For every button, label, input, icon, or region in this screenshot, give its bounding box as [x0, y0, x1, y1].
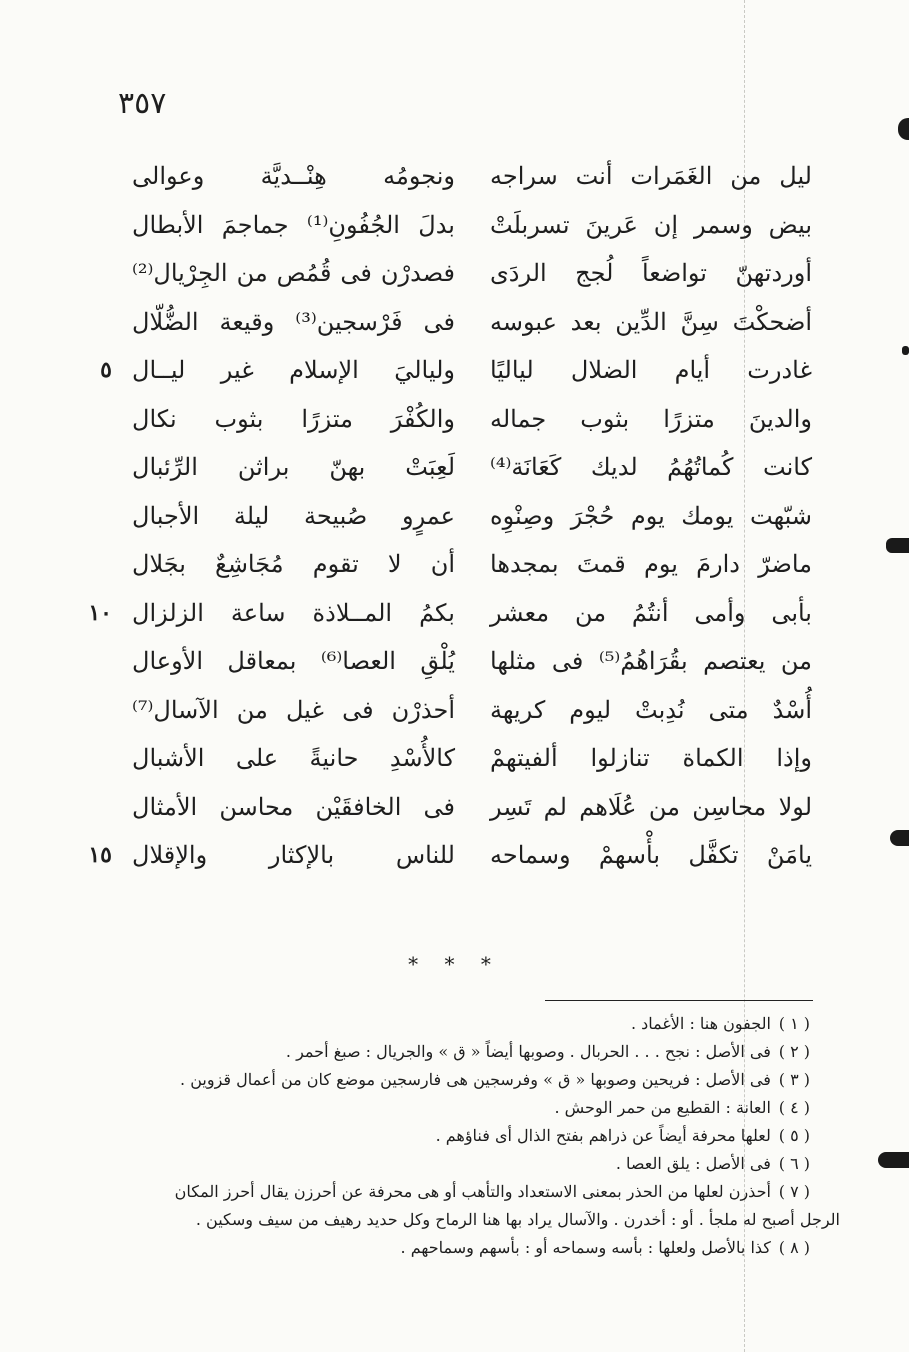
line-number: ١٥: [88, 842, 112, 868]
second-hemistich: والكُفْرَ متزرًا بثوب نكال: [132, 404, 455, 433]
verse: [0, 490, 909, 542]
first-hemistich: وإذا الكماة تنازلوا ألفيتهمْ: [490, 744, 812, 772]
footnote-text: فى الأصل : نجح . . . الحربال . وصوبها أيضاً « ق » والجريال : صبغ أحمر .: [285, 1042, 771, 1061]
footnote-number: ( ٣ ): [778, 1070, 810, 1089]
first-hemistich: بأبى وأمى أنتُمُ من معشر: [490, 598, 812, 627]
margin-mark: [898, 118, 909, 140]
second-hemistich: للناس بالإكثار والإقلال: [132, 841, 455, 869]
footnote: [110, 1234, 810, 1262]
footnote: [110, 1038, 810, 1066]
footnote-number: ( ٦ ): [778, 1154, 810, 1173]
first-hemistich: من يعتصم بقُرَاهُمُ⁽⁵⁾ فى مثلها: [490, 647, 812, 675]
second-hemistich: فى فَرْسجين⁽³⁾ وقيعة الضُّلّال: [132, 307, 456, 336]
footnote: [110, 1122, 810, 1150]
footnote-text: الرجل أصبح له ملجأ . أو : أخدرن . والآسال يراد بها هنا الرماح وكل حديد رهيف من سيف وسكين .: [195, 1210, 840, 1229]
footnote: [110, 1178, 810, 1206]
footnote-number: ( ٥ ): [778, 1126, 810, 1145]
footnote-text: كذا بالأصل ولعلها : بأسه وسماحه أو : بأسهم وسماحهم .: [400, 1238, 771, 1257]
line-number: ٥: [100, 357, 112, 383]
footnote-number: ( ٤ ): [778, 1098, 810, 1117]
second-hemistich: ونجومُه هِنْــديَّة وعوالى: [132, 162, 455, 190]
verse: [0, 684, 909, 736]
footnote-number: ( ٢ ): [778, 1042, 810, 1061]
second-hemistich: أن لا تقوم مُجَاشِعٌ بجَلال: [132, 550, 455, 578]
first-hemistich: كانت كُماتُهُمُ لديك كَعَانَة⁽⁴⁾: [490, 453, 812, 481]
footnote-text: لعلها محرفة أيضاً عن ذراهم بفتح الذال أى فناؤهم .: [435, 1126, 771, 1145]
second-hemistich: عمرٍو صُبيحة ليلة الأجبال: [132, 501, 455, 530]
verse: [0, 344, 909, 396]
verse: [0, 393, 909, 445]
verse: [0, 247, 909, 299]
line-number: ١٠: [88, 599, 112, 626]
first-hemistich: والدينَ متزرًا بثوب جماله: [490, 404, 812, 433]
footnote-text: فى الأصل : فريحين وصوبها « ق » وفرسجين هى فارسجين موضع كان من أعمال قزوين .: [180, 1070, 771, 1089]
section-separator: * * *: [408, 952, 501, 976]
first-hemistich: لولا محاسِن من عُلَاهم لم تَسِر: [490, 792, 812, 821]
verse: [0, 587, 909, 639]
footnote: [110, 1206, 840, 1234]
second-hemistich: أحذرْن فى غيل من الآسال⁽⁷⁾: [132, 695, 455, 724]
footnote: [110, 1094, 810, 1122]
verse: [0, 296, 909, 348]
footnote-rule: [545, 1000, 813, 1001]
footnote-number: ( ١ ): [778, 1014, 810, 1033]
verse: [0, 732, 909, 784]
verse: [0, 538, 909, 590]
margin-mark: [878, 1152, 909, 1168]
first-hemistich: أضحكْتَ سِنَّ الدِّين بعد عبوسه: [490, 307, 812, 336]
first-hemistich: ماضرّ دارمَ يوم قمتَ بمجدها: [490, 550, 812, 578]
second-hemistich: يُلْقِ العصا⁽⁶⁾ بمعاقل الأوعال: [132, 647, 455, 675]
first-hemistich: ليل من الغَمَرات أنت سراجه: [490, 162, 812, 190]
footnote-text: العانة : القطيع من حمر الوحش .: [554, 1098, 771, 1117]
footnote-number: ( ٧ ): [778, 1182, 810, 1201]
footnote-text: فى الأصل : يلق العصا .: [615, 1154, 771, 1173]
second-hemistich: فصدرْن فى قُمُص من الجِرْيال⁽²⁾: [132, 259, 455, 287]
verse: [0, 199, 909, 251]
footnote-text: الجفون هنا : الأغماد .: [631, 1014, 771, 1033]
footnote: [110, 1066, 810, 1094]
first-hemistich: أوردتهنّ تواضعاً لُجج الردَى: [490, 259, 812, 287]
verse: [0, 150, 909, 202]
verse: [0, 829, 909, 881]
second-hemistich: لَعِبَتْ بهنّ براثن الرِّئبال: [132, 453, 455, 481]
footnote: [110, 1010, 810, 1038]
second-hemistich: بكمُ المــلاذة ساعة الزلزال: [132, 598, 455, 627]
second-hemistich: كالأُسْدِ حانيةً على الأشبال: [132, 744, 455, 772]
second-hemistich: ولياليَ الإسلام غير ليــال: [132, 356, 455, 384]
verse: [0, 635, 909, 687]
footnote-number: ( ٨ ): [778, 1238, 810, 1257]
second-hemistich: بدلَ الجُفُونِ⁽¹⁾ جماجمَ الأبطال: [132, 210, 455, 239]
verse: [0, 441, 909, 493]
first-hemistich: أُسْدٌ متى نُدِبتْ ليوم كريهة: [490, 695, 812, 724]
footnote: [110, 1150, 810, 1178]
page-number: ٣٥٧: [118, 86, 167, 121]
first-hemistich: يامَنْ تكفَّل بأْسهمْ وسماحه: [490, 841, 812, 869]
first-hemistich: شبّهت يومك يوم حُجْرَ وصِنْوِه: [490, 501, 812, 530]
first-hemistich: بيض وسمر إن عَرينَ تسربلَتْ: [490, 210, 812, 239]
first-hemistich: غادرت أيام الضلال لياليًا: [490, 356, 812, 384]
second-hemistich: فى الخافقَيْن محاسن الأمثال: [132, 792, 455, 821]
verse: [0, 781, 909, 833]
footnote-text: أحذرن لعلها من الحذر بمعنى الاستعداد والتأهب أو هى محرفة عن أحرزن يقال أحرز المكان: [174, 1182, 771, 1201]
footnotes: [110, 1010, 840, 1262]
